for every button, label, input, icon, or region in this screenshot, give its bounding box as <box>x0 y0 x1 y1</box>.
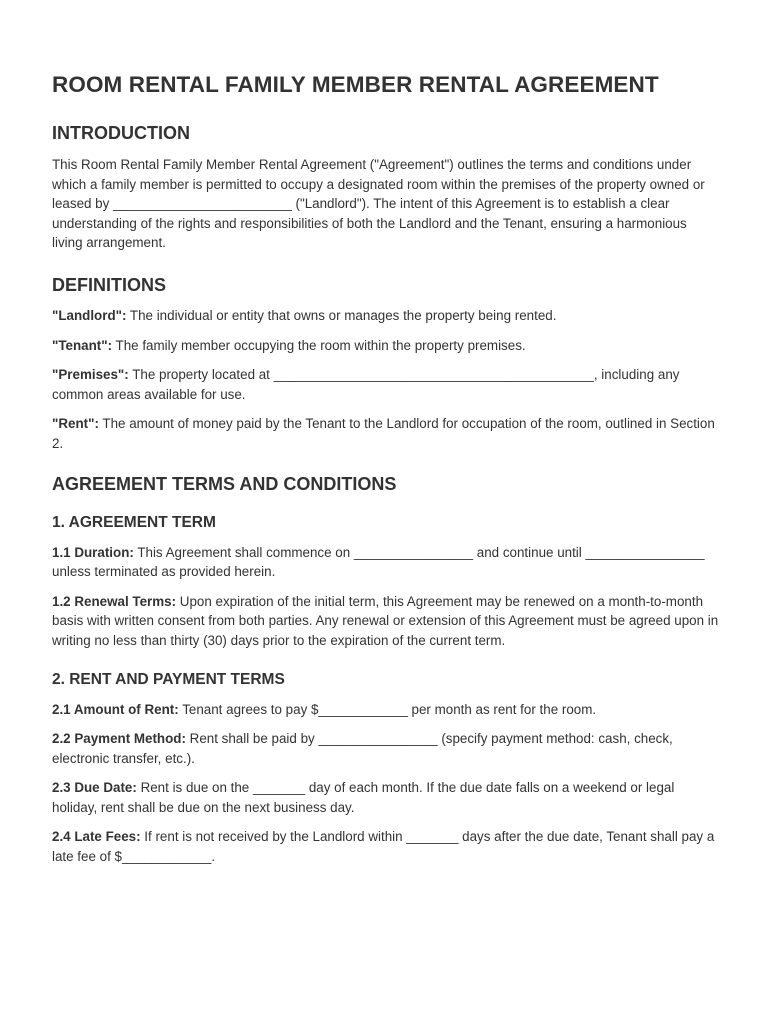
clause-term: 2.2 Payment Method: <box>52 731 186 747</box>
definition-term: "Premises": <box>52 367 129 383</box>
agreement-terms-heading: AGREEMENT TERMS AND CONDITIONS <box>52 473 397 494</box>
clause-2-3-due-date <box>52 778 720 817</box>
definition-landlord <box>52 306 720 326</box>
clause-text: This Agreement shall commence on ________________ and continue until ________________ unless terminated as provided herein. <box>52 544 705 580</box>
section-2-heading: 2. RENT AND PAYMENT TERMS <box>52 670 285 688</box>
definition-premises <box>52 365 720 404</box>
definition-term: "Tenant": <box>52 337 113 353</box>
clause-term: 2.4 Late Fees: <box>52 829 141 845</box>
section-1-heading: 1. AGREEMENT TERM <box>52 513 216 531</box>
introduction-paragraph: This Room Rental Family Member Rental Agreement ("Agreement") outlines the terms and conditions under which a family member is permitted to occupy a designated room within the premises of the property owned or leased by ________________________ ("Landlord"). The intent of this Agreement is to establish a clear understanding of the rights and responsibilities of both the Landlord and the Tenant, ensuring a harmonious living arrangement. <box>52 157 705 251</box>
definition-rent <box>52 414 720 453</box>
clause-term: 2.3 Due Date: <box>52 780 137 796</box>
clause-text: Upon expiration of the initial term, this Agreement may be renewed on a month-to-month basis with written consent from both parties. Any renewal or extension of this Agreement must be agreed upon in writing no less than thirty (30) days prior to the expiration of the current term. <box>52 593 719 648</box>
clause-text: Tenant agrees to pay $____________ per month as rent for the room. <box>178 701 597 717</box>
clause-term: 2.1 Amount of Rent: <box>52 701 179 717</box>
clause-term: 1.1 Duration: <box>52 544 134 560</box>
document-title: ROOM RENTAL FAMILY MEMBER RENTAL AGREEMENT <box>52 72 659 97</box>
clause-term: 1.2 Renewal Terms: <box>52 593 177 609</box>
clause-text: If rent is not received by the Landlord within _______ days after the due date, Tenant shall pay a late fee of $____________. <box>52 829 715 865</box>
definition-text: The individual or entity that owns or manages the property being rented. <box>126 307 557 323</box>
document-page <box>52 68 720 867</box>
introduction-heading: INTRODUCTION <box>52 123 190 143</box>
clause-2-1-amount <box>52 700 720 720</box>
definition-term: "Landlord": <box>52 307 127 323</box>
definition-text: The property located at ___________________________________________, including any common areas available for use. <box>52 367 680 402</box>
clause-text: Rent is due on the _______ day of each month. If the due date falls on a weekend or legal holiday, rent shall be due on the next business day. <box>52 780 675 815</box>
clause-1-1-duration <box>52 543 720 582</box>
clause-1-2-renewal <box>52 592 720 651</box>
clause-2-2-payment-method <box>52 729 720 768</box>
definition-term: "Rent": <box>52 416 99 432</box>
clause-text: Rent shall be paid by ________________ (specify payment method: cash, check, electronic transfer, etc.). <box>52 731 673 766</box>
clause-2-4-late-fees <box>52 827 720 866</box>
definition-text: The family member occupying the room within the property premises. <box>112 337 526 353</box>
definitions-heading: DEFINITIONS <box>52 274 167 295</box>
definition-text: The amount of money paid by the Tenant to the Landlord for occupation of the room, outlined in Section 2. <box>52 416 715 451</box>
definition-tenant <box>52 336 720 356</box>
